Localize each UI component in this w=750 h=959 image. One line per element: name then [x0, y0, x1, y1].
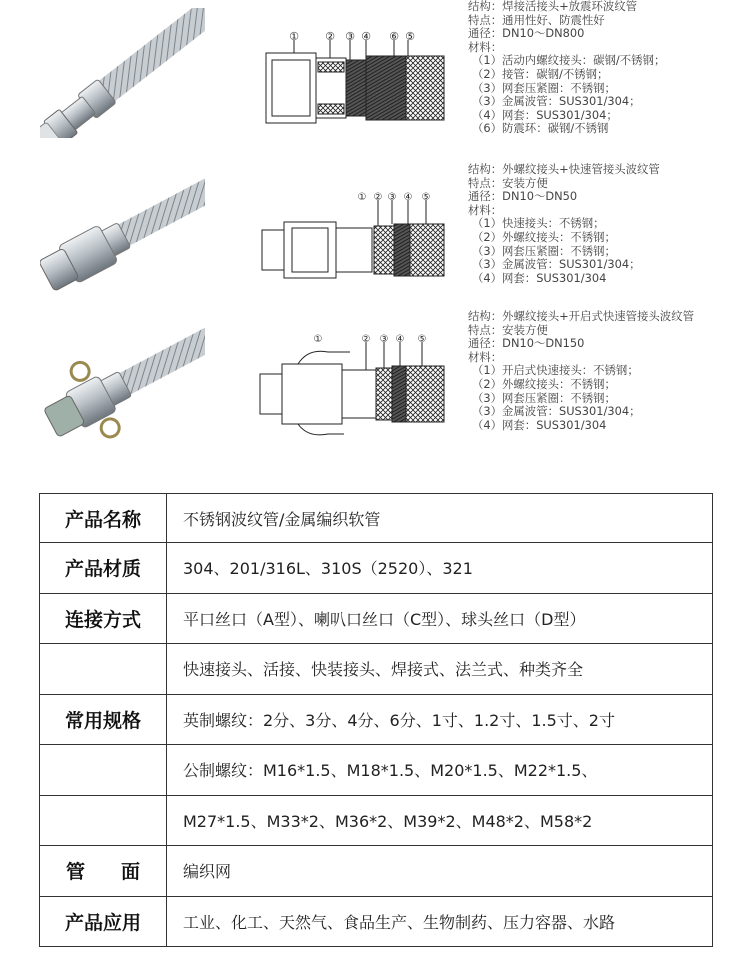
row-label-text: 管面: [65, 861, 176, 884]
table-row: [40, 543, 713, 594]
spec-line: 特点：安装方便: [468, 176, 548, 190]
table-row: [40, 745, 713, 796]
spec-line: 结构：外螺纹接头+快速管接头波纹管: [468, 163, 660, 176]
spec-line: 特点：安装方便: [468, 323, 548, 337]
row-value: 公制螺纹：M16*1.5、M18*1.5、M20*1.5、M22*1.5、: [167, 745, 713, 796]
spec-line: （4）网套：SUS301/304: [472, 418, 607, 432]
row-label: 产品应用: [40, 896, 167, 947]
spec-line: （3）网套压紧圈：不锈钢；: [472, 391, 616, 405]
callout-1-3: ③: [345, 30, 355, 43]
cross-section-drawing-2: [258, 190, 458, 295]
row-value: 不锈钢波纹管/金属编织软管: [167, 494, 713, 543]
table-row: [40, 593, 713, 644]
spec-text-2: [468, 163, 750, 285]
table-row: [40, 846, 713, 897]
hose-photo-2: [40, 165, 205, 300]
row-value: 编织网: [167, 846, 713, 897]
callout-1-6: ⑥: [389, 30, 399, 43]
spec-text-1: [468, 0, 750, 136]
spec-line: （3）网套压紧圈：不锈钢；: [472, 81, 616, 95]
spec-line: 结构：焊接活接头+放震环波纹管: [468, 0, 638, 13]
spec-line: 特点：通用性好、防震性好: [468, 13, 605, 27]
spec-line: （3）金属波管：SUS301/304；: [472, 405, 641, 419]
row-label: [40, 795, 167, 846]
spec-line: 通径：DN10～DN50: [468, 190, 578, 204]
row-label: [40, 644, 167, 695]
callout-1-5: ⑤: [405, 30, 415, 43]
callout-1-4: ④: [361, 30, 371, 43]
table-row: [40, 694, 713, 745]
callout-2-2: ②: [373, 192, 383, 203]
callout-3-2: ②: [361, 334, 371, 345]
spec-line: 材料：: [468, 350, 503, 364]
table-row: [40, 644, 713, 695]
spec-line: （4）网套：SUS301/304；: [472, 108, 618, 122]
callout-3-1: ①: [313, 334, 323, 345]
row-label: [40, 846, 176, 897]
table-row: [40, 896, 713, 947]
spec-line: （2）外螺纹接头：不锈钢；: [472, 377, 616, 391]
cross-section-drawing-3: [258, 330, 458, 440]
row-label: 常用规格: [40, 694, 167, 745]
spec-text-3: [468, 310, 750, 432]
product-1: [0, 0, 750, 160]
callout-1-2: ②: [325, 30, 335, 43]
table-row: [40, 795, 713, 846]
row-label: 连接方式: [40, 593, 167, 644]
row-value: 快速接头、活接、快装接头、焊接式、法兰式、种类齐全: [167, 644, 713, 695]
callout-2-3: ③: [387, 192, 397, 203]
callout-2-1: ①: [357, 192, 367, 203]
callout-2-5: ⑤: [421, 192, 431, 203]
spec-line: （3）金属波管：SUS301/304；: [472, 95, 641, 109]
product-spec-table: [39, 493, 713, 947]
callout-3-4: ④: [395, 334, 405, 345]
spec-line: （4）网套：SUS301/304: [472, 271, 607, 285]
row-value: M27*1.5、M33*2、M36*2、M39*2、M48*2、M58*2: [167, 795, 713, 846]
cross-section-drawing-1: [258, 28, 458, 140]
row-label: 产品名称: [40, 494, 167, 543]
row-label: 产品材质: [40, 543, 167, 594]
row-value: 平口丝口（A型）、喇叭口丝口（C型）、球头丝口（D型）: [167, 593, 713, 644]
callout-3-3: ③: [379, 334, 389, 345]
spec-line: （2）接管：碳钢/不锈钢；: [472, 67, 609, 81]
callout-3-5: ⑤: [417, 334, 427, 345]
row-value: 304、201/316L、310S（2520）、321: [167, 543, 713, 594]
spec-line: 材料：: [468, 40, 503, 54]
product-catalog-graphics: [0, 0, 750, 470]
spec-line: （2）外螺纹接头：不锈钢；: [472, 230, 616, 244]
callout-2-4: ④: [403, 192, 413, 203]
hose-photo-1: [40, 8, 205, 138]
spec-line: （1）开启式快速接头：不锈钢；: [472, 364, 639, 378]
spec-line: 结构：外螺纹接头+开启式快速管接头波纹管: [468, 310, 694, 323]
spec-line: 通径：DN10～DN150: [468, 337, 585, 351]
spec-line: 材料：: [468, 203, 503, 217]
spec-line: （6）防震环：碳钢/不锈钢: [472, 122, 609, 136]
product-2: [0, 160, 750, 310]
product-3: [0, 310, 750, 460]
callout-1-1: ①: [289, 30, 299, 43]
table-row: [40, 494, 713, 543]
row-value: 英制螺纹：2分、3分、4分、6分、1寸、1.2寸、1.5寸、2寸: [167, 694, 713, 745]
row-value: 工业、化工、天然气、食品生产、生物制药、压力容器、水路: [167, 896, 713, 947]
spec-line: （3）金属波管：SUS301/304；: [472, 258, 641, 272]
spec-line: 通径：DN10～DN800: [468, 27, 585, 41]
row-label: [40, 745, 167, 796]
spec-line: （1）快速接头：不锈钢；: [472, 217, 605, 231]
hose-photo-3: [40, 315, 205, 445]
spec-line: （3）网套压紧圈：不锈钢；: [472, 244, 616, 258]
spec-line: （1）活动内螺纹接头：碳钢/不锈钢；: [472, 54, 666, 68]
